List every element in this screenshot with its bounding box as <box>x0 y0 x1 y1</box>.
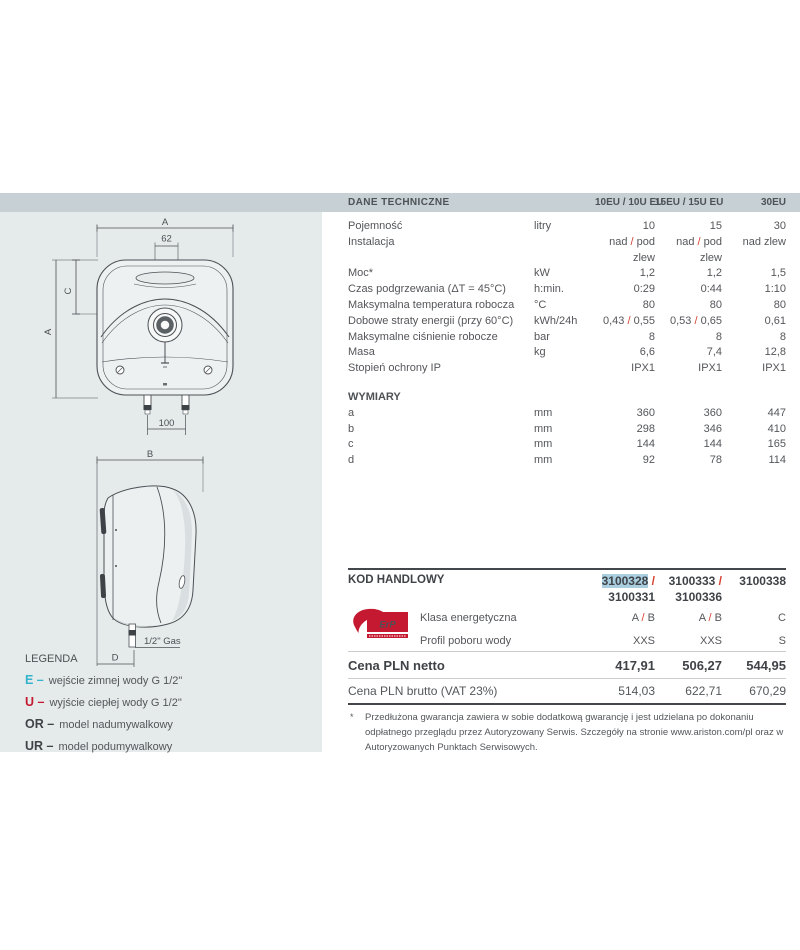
table-row <box>348 219 788 235</box>
dim-label-height: A <box>43 328 54 336</box>
erp-logo <box>348 606 412 640</box>
legend-text: model nadumywalkowy <box>59 719 173 731</box>
side-view-diagram <box>60 448 280 673</box>
row-value: 0:29 <box>633 283 655 296</box>
row-value: IPX1 <box>762 362 786 375</box>
row-value: 1:10 <box>764 283 786 296</box>
row-label: Dobowe straty energii (przy 60°C) <box>348 314 514 327</box>
dim-label-d: D <box>111 652 119 664</box>
legend-items <box>25 673 182 753</box>
legend-title: LEGENDA <box>25 653 78 665</box>
row-value: 15 <box>709 220 722 232</box>
table-row <box>348 651 786 678</box>
footnote-text: Przedłużona gwarancja zawiera w sobie dodatkową gwarancję i jest udzielana po dokonaniu odpłatnego przeglądu przez Autoryzowany Serwis. Szczegóły na stronie www.ariston.com/pl oraz w Autoryzowanych Punktach Serwisowych. <box>365 712 784 753</box>
row-unit: °C <box>534 298 547 311</box>
row-value: 0,61 <box>764 314 786 327</box>
row-value: 8 <box>715 330 722 343</box>
table-row <box>348 345 788 361</box>
legend-item <box>25 695 182 709</box>
technical-data-table <box>348 219 788 469</box>
dim-label-b: B <box>146 449 154 460</box>
row-label: Klasa energetyczna <box>420 611 517 624</box>
legend-item <box>25 739 182 753</box>
table-row <box>348 298 788 314</box>
table-row <box>348 678 786 703</box>
legend-item <box>25 673 182 687</box>
row-value: 80 <box>642 298 655 311</box>
price-netto-value: 506,27 <box>682 657 722 673</box>
row-value: C <box>778 611 786 624</box>
table-row <box>348 422 788 438</box>
row-label: Profil poboru wody <box>420 634 512 647</box>
row-value: S <box>778 634 786 647</box>
row-label: Maksymalna temperatura robocza <box>348 298 515 311</box>
column-header: 15EU / 15U EU <box>655 197 724 208</box>
table-row <box>348 570 786 605</box>
column-header: 30EU <box>760 197 786 208</box>
pipe-size-label: 1/2" Gas <box>144 636 181 647</box>
row-value: 30 <box>773 220 786 232</box>
row-value: 78 <box>709 454 722 467</box>
row-value: 10 <box>642 220 655 232</box>
row-label: Moc* <box>348 267 374 280</box>
row-value: 114 <box>768 454 786 467</box>
row-value: 0:44 <box>700 283 722 296</box>
table-row <box>348 314 788 330</box>
row-unit: litry <box>534 220 552 232</box>
row-value: nad zlew <box>742 235 786 248</box>
row-unit: bar <box>534 330 550 343</box>
legend-key: OR – <box>25 717 55 731</box>
table-row <box>348 607 786 628</box>
row-value: 8 <box>648 330 655 343</box>
row-value: 144 <box>703 438 722 451</box>
legend-text: model podumywalkowy <box>58 741 173 753</box>
price-netto-value: 544,95 <box>746 657 786 673</box>
price-rows <box>348 651 786 703</box>
price-brutto-value: 622,71 <box>685 684 722 698</box>
row-value: 1,2 <box>639 267 655 280</box>
table-title: DANE TECHNICZNE <box>348 197 450 208</box>
row-value: 1,2 <box>706 267 722 280</box>
dimension-rows <box>348 406 788 469</box>
row-unit: kWh/24h <box>534 314 578 327</box>
table-row <box>348 437 788 453</box>
row-unit: mm <box>534 406 553 419</box>
product-code: 3100338 <box>739 574 786 588</box>
price-brutto-value: 670,29 <box>749 684 786 698</box>
legend-text: wyjście ciepłej wody G 1/2" <box>49 697 182 709</box>
row-value: IPX1 <box>698 362 722 375</box>
table-header-band <box>0 193 800 212</box>
row-value: nad / pod zlew <box>609 235 655 264</box>
dim-label-width: A <box>161 217 169 228</box>
row-unit <box>534 361 595 377</box>
table-row <box>348 406 788 422</box>
row-value: 298 <box>636 422 655 435</box>
dim-label-c: C <box>63 287 74 295</box>
row-label: Maksymalne ciśnienie robocze <box>348 330 498 343</box>
row-label: Masa <box>348 346 375 359</box>
row-unit: h:min. <box>534 283 564 296</box>
table-row <box>348 235 788 267</box>
column-header: 10EU / 10U EU <box>595 197 664 208</box>
row-value: 447 <box>767 406 786 419</box>
energy-rows <box>348 607 786 651</box>
legend-key: UR – <box>25 739 54 753</box>
row-value: XXS <box>699 634 722 647</box>
table-header-row <box>348 193 786 212</box>
footnote <box>348 711 788 755</box>
price-brutto-label: Cena PLN brutto (VAT 23%) <box>348 684 498 698</box>
legend-key: U – <box>25 695 45 709</box>
row-unit: kg <box>534 346 546 359</box>
row-value: nad / pod zlew <box>676 235 722 264</box>
dimensions-title: WYMIARY <box>348 390 401 403</box>
row-label: c <box>348 438 354 451</box>
footnote-marker: * <box>350 712 354 722</box>
row-value: 346 <box>703 422 722 435</box>
table-row <box>348 361 788 377</box>
row-unit: mm <box>534 454 553 467</box>
row-value: 8 <box>779 330 786 343</box>
row-value: 0,53 / 0,65 <box>670 314 722 327</box>
row-unit: kW <box>534 267 550 280</box>
front-view-diagram <box>30 215 290 455</box>
product-code: 3100333 / 3100336 <box>668 574 722 604</box>
row-value: 7,4 <box>706 346 722 359</box>
table-row <box>348 266 788 282</box>
row-label: Czas podgrzewania (ΔT = 45°C) <box>348 283 506 296</box>
legend <box>25 653 182 753</box>
table-row <box>348 453 788 469</box>
row-label: Pojemność <box>348 220 403 232</box>
row-value: 144 <box>636 438 655 451</box>
price-brutto-value: 514,03 <box>618 684 655 698</box>
row-value: XXS <box>632 634 655 647</box>
dim-label-pipe-spacing: 100 <box>158 418 175 429</box>
commercial-section <box>348 568 786 705</box>
product-code: 3100328 / 3100331 <box>601 574 655 604</box>
row-label: Instalacja <box>348 235 395 248</box>
row-value: A / B <box>631 611 655 624</box>
legend-text: wejście zimnej wody G 1/2" <box>48 675 183 687</box>
row-label: Stopień ochrony IP <box>348 362 441 375</box>
row-unit <box>534 235 595 267</box>
row-label: a <box>348 406 355 419</box>
row-value: 360 <box>636 406 655 419</box>
row-value: 92 <box>642 454 655 467</box>
erp-logo-text: ErP <box>379 619 396 631</box>
table-row <box>348 330 788 346</box>
row-value: A / B <box>698 611 722 624</box>
row-value: 410 <box>767 422 786 435</box>
table-row <box>348 282 788 298</box>
legend-item <box>25 717 182 731</box>
row-value: 12,8 <box>764 346 786 359</box>
price-netto-value: 417,91 <box>615 657 655 673</box>
row-value: 6,6 <box>639 346 655 359</box>
table-row <box>348 630 786 651</box>
spec-rows <box>348 219 788 377</box>
commercial-codes-row <box>348 570 786 605</box>
row-value: 0,43 / 0,55 <box>603 314 655 327</box>
row-value: 360 <box>703 406 722 419</box>
row-value: 80 <box>709 298 722 311</box>
row-value: 80 <box>773 298 786 311</box>
price-netto-label: Cena PLN netto <box>348 657 445 673</box>
row-label: b <box>348 422 355 435</box>
row-value: 1,5 <box>770 267 786 280</box>
legend-key: E – <box>25 673 44 687</box>
kod-handlowy-label: KOD HANDLOWY <box>348 574 445 586</box>
row-label: d <box>348 454 355 467</box>
dim-label-hole-spacing: 62 <box>161 233 172 245</box>
row-value: IPX1 <box>631 362 655 375</box>
row-unit: mm <box>534 438 553 451</box>
row-unit: mm <box>534 422 553 435</box>
row-value: 165 <box>767 438 786 451</box>
